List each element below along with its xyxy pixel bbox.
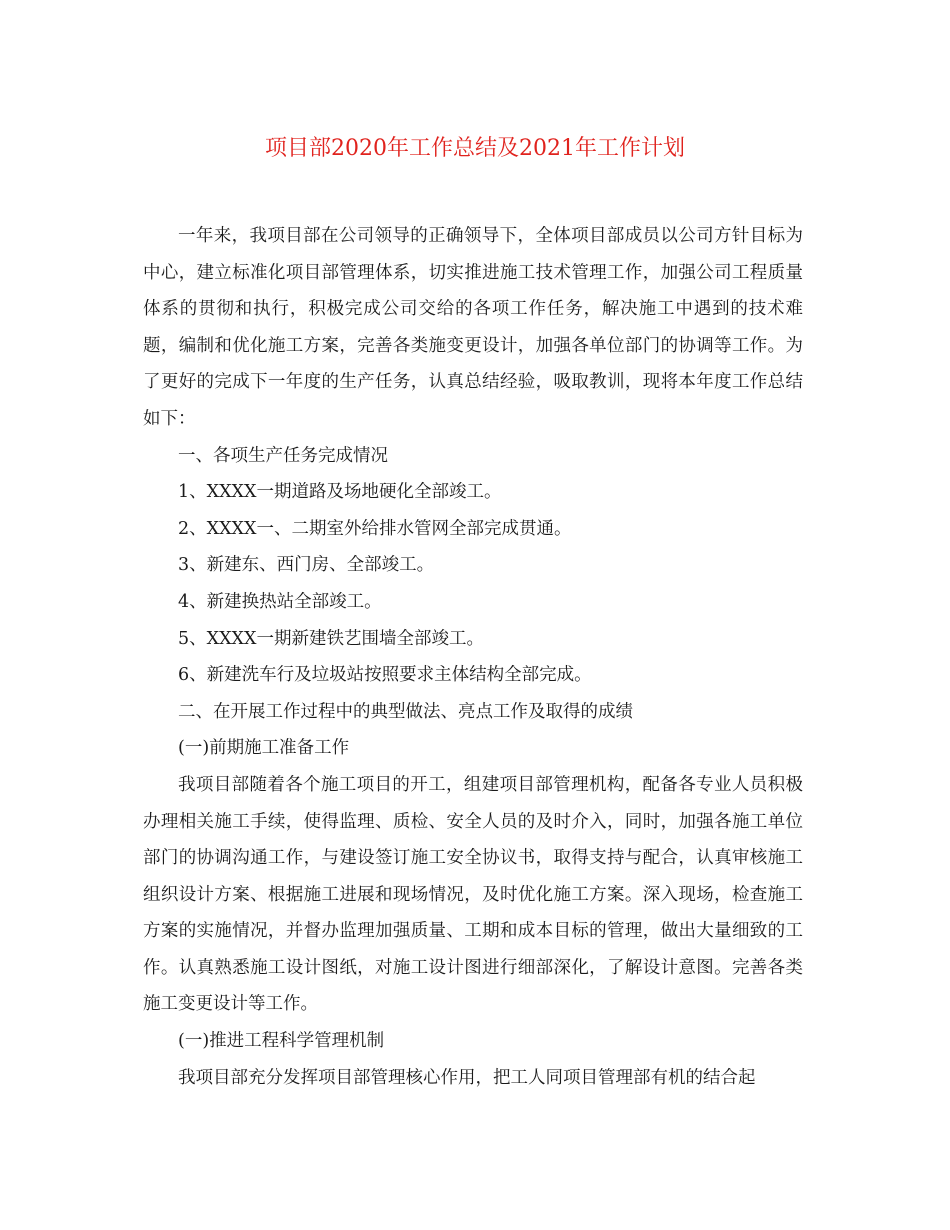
subsection-heading: (一)推进工程科学管理机制	[178, 1031, 385, 1052]
paragraph-management: 我项目部充分发挥项目部管理核心作用，把工人同项目管理部有机的结合起	[178, 1067, 756, 1088]
section-heading-1: 一、各项生产任务完成情况	[178, 445, 388, 466]
document-title: 项目部2020年工作总结及2021年工作计划	[265, 136, 685, 161]
section-heading-2: 二、在开展工作过程中的典型做法、亮点工作及取得的成绩	[178, 701, 633, 722]
list-item: 4、新建换热站全部竣工。	[178, 591, 382, 612]
paragraph-preparation: 我项目部随着各个施工项目的开工，组建项目部管理机构，配备各专业人员积极办理相关施工手续，使得监理、质检、安全人员的及时介入，同时，加强各施工单位部门的协调沟通工作，与建设签订施工安全协议书，取得支持与配合，认真审核施工组织设计方案、根据施工进展和现场情况，及时优化施工方案。深入现场，检查施工方案的实施情况，并督办监理加强质量、工期和成本目标的管理，做出大量细致的工作。认真熟悉施工设计图纸，对施工设计图进行细部深化，了解设计意图。完善各类施工变更设计等工作。	[143, 774, 803, 1015]
list-item: 5、XXXX一期新建铁艺围墙全部竣工。	[178, 628, 484, 649]
paragraph-intro: 一年来，我项目部在公司领导的正确领导下，全体项目部成员以公司方针目标为中心，建立标准化项目部管理体系，切实推进施工技术管理工作，加强公司工程质量体系的贯彻和执行，积极完成公司交给的各项工作任务，解决施工中遇到的技术难题，编制和优化施工方案，完善各类施变更设计，加强各单位部门的协调等工作。为了更好的完成下一年度的生产任务，认真总结经验，吸取教训，现将本年度工作总结如下：	[143, 226, 803, 429]
subsection-heading: (一)前期施工准备工作	[178, 738, 350, 759]
list-item: 2、XXXX一、二期室外给排水管网全部完成贯通。	[178, 518, 572, 539]
list-item: 1、XXXX一期道路及场地硬化全部竣工。	[178, 482, 502, 503]
document-body	[143, 218, 803, 1096]
list-item: 6、新建洗车行及垃圾站按照要求主体结构全部完成。	[178, 665, 592, 686]
list-item: 3、新建东、西门房、全部竣工。	[178, 555, 435, 576]
